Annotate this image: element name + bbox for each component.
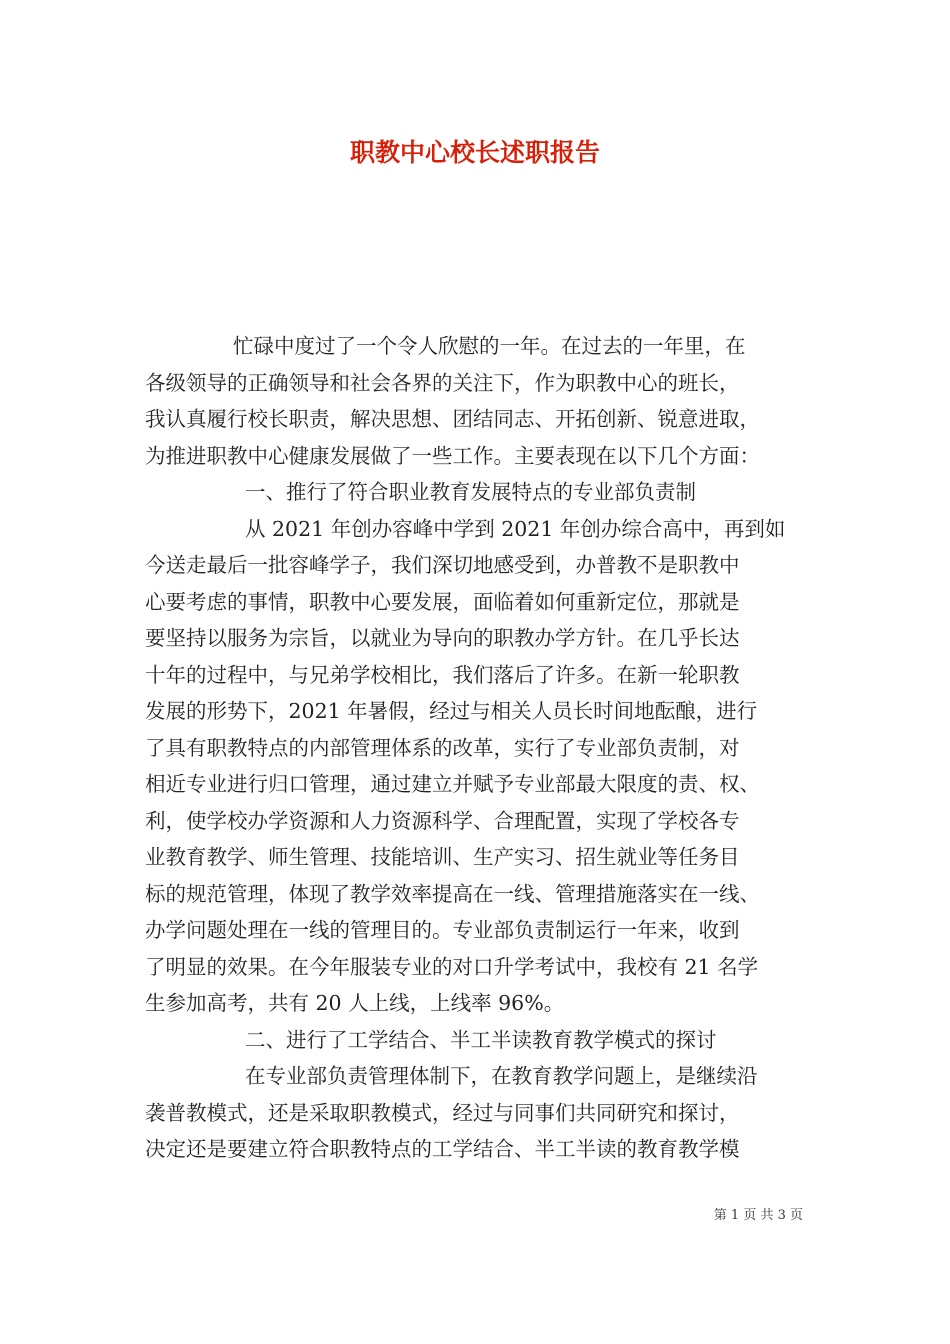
paragraph-line: 发展的形势下，2021 年暑假，经过与相关人员长时间地酝酿，进行: [145, 699, 758, 723]
section-heading: 一、推行了符合职业教育发展特点的专业部负责制: [245, 480, 696, 504]
paragraph-line: 办学问题处理在一线的管理目的。专业部负责制运行一年来，收到: [145, 918, 740, 942]
paragraph-line: 为推进职教中心健康发展做了一些工作。主要表现在以下几个方面：: [145, 443, 760, 468]
page-number: 第 1 页 共 3 页: [713, 1208, 803, 1223]
paragraph-line: 各级领导的正确领导和社会各界的关注下，作为职教中心的班长，: [145, 370, 740, 395]
paragraph-line: 要坚持以服务为宗旨，以就业为导向的职教办学方针。在几乎长达: [145, 626, 740, 650]
paragraph-line: 了明显的效果。在今年服装专业的对口升学考试中，我校有 21 名学: [145, 954, 759, 979]
paragraph-line: 十年的过程中，与兄弟学校相比，我们落后了许多。在新一轮职教: [145, 662, 740, 687]
paragraph-line: 心要考虑的事情，职教中心要发展，面临着如何重新定位，那就是: [145, 589, 740, 614]
paragraph-line: 决定还是要建立符合职教特点的工学结合、半工半读的教育教学模: [145, 1137, 740, 1161]
section-heading: 二、进行了工学结合、半工半读教育教学模式的探讨: [245, 1027, 717, 1052]
paragraph-line: 了具有职教特点的内部管理体系的改革，实行了专业部负责制，对: [145, 735, 740, 760]
paragraph-line: 在专业部负责管理体制下，在教育教学问题上，是继续沿: [245, 1064, 758, 1088]
paragraph-line: 相近专业进行归口管理，通过建立并赋予专业部最大限度的责、权、: [145, 772, 760, 796]
paragraph-line: 袭普教模式，还是采取职教模式，经过与同事们共同研究和探讨，: [145, 1100, 740, 1125]
paragraph-line: 忙碌中度过了一个令人欣慰的一年。在过去的一年里，在: [233, 334, 746, 358]
paragraph-line: 利，使学校办学资源和人力资源科学、合理配置，实现了学校各专: [145, 808, 740, 833]
document-title: 职教中心校长述职报告: [349, 138, 600, 167]
paragraph-line: 从 2021 年创办容峰中学到 2021 年创办综合高中，再到如: [245, 516, 786, 541]
paragraph-line: 今送走最后一批容峰学子，我们深切地感受到，办普教不是职教中: [145, 553, 740, 577]
document-body: [145, 328, 817, 1168]
paragraph-line: 标的规范管理，体现了教学效率提高在一线、管理措施落实在一线、: [145, 881, 760, 906]
paragraph-line: 生参加高考，共有 20 人上线，上线率 96%。: [145, 991, 565, 1015]
paragraph-line: 我认真履行校长职责，解决思想、团结同志、开拓创新、锐意进取，: [145, 407, 760, 431]
paragraph-line: 业教育教学、师生管理、技能培训、生产实习、招生就业等任务目: [145, 845, 740, 869]
